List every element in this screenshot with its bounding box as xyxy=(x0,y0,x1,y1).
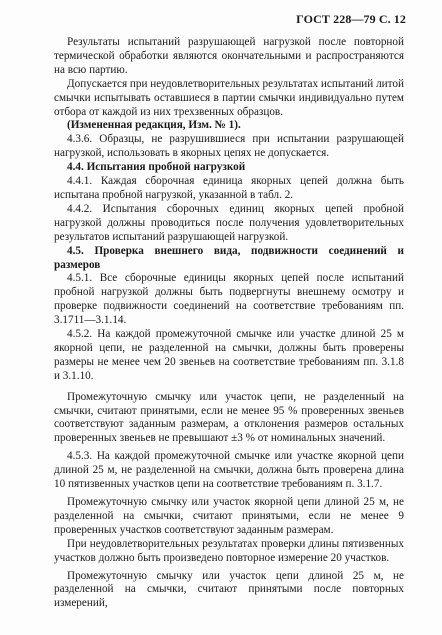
page-header: ГОСТ 228—79 С. 12 xyxy=(296,12,406,26)
paragraph-acceptance-9: Промежуточную смычку или участок якорной цепи длиной 25 м, не разделенной на смычки, считают принятыми, если не менее 9 проверенных участков соответствуют заданным размерам. xyxy=(54,496,404,536)
paragraph-cast-shackle: Допускается при неудовлетворительных результатах испытаний литой смычки испытывать оставшиеся в партии смычки индивидуально путем отбора от каждой из них трехзвенных образцов. xyxy=(54,77,404,118)
section-heading-4-5: 4.5. Проверка внешнего вида, подвижности соединений и размеров xyxy=(54,244,404,271)
clause-4-5-3: 4.5.3. На каждой промежуточной смычке или участке якорной цепи длиной 25 м, не разделенной на смычки, должна быть проверена длина 10 пятизвенных участков цепи на соответствие требованиям п. 3.1.7. xyxy=(54,450,404,491)
paragraph-results-final: Результаты испытаний разрушающей нагрузкой после повторной термической обработки являются окончательными и распространяются на всю партию. xyxy=(54,36,404,76)
clause-4-5-2: 4.5.2. На каждой промежуточной смычке или участке длиной 25 м якорной цепи, не разделенной на смычки, должны быть проверены размеры не менее чем 20 звеньев на соответствие требованиям пп. 3.1.8 и 3.1.10. xyxy=(54,328,404,382)
section-heading-4-4: 4.4. Испытания пробной нагрузкой xyxy=(67,161,246,174)
clause-4-5-1: 4.5.1. Все сборочные единицы якорных цепей после испытаний пробной нагрузкой должны быть подвергнуты внешнему осмотру и проверке подвижности соединений на соответствие требованиям пп. 3.1711—3.1.14. xyxy=(54,272,404,327)
document-body xyxy=(54,36,404,611)
clause-4-4-2: 4.4.2. Испытания сборочных единиц якорных цепей пробной нагрузкой должны проводиться после получения удовлетворительных результатов испытаний разрушающей нагрузкой. xyxy=(54,202,404,243)
clause-4-3-6: 4.3.6. Образцы, не разрушившиеся при испытании разрушающей нагрузкой, использовать в якорных цепях не допускается. xyxy=(54,133,404,160)
paragraph-remeasure: При неудовлетворительных результатах проверки длины пятизвенных участков должно быть произведено повторное измерение 20 участков. xyxy=(54,537,404,564)
paragraph-acceptance-95: Промежуточную смычку или участок цепи, не разделенный на смычки, считают принятыми, если не менее 95 % проверенных звеньев соответствуют заданным размерам, а отклонения размеров остальных проверенных звеньев не превышают ±3 % от номинальных значений. xyxy=(54,390,404,445)
amendment-note: (Измененная редакция, Изм. № 1). xyxy=(67,119,241,132)
paragraph-after-remeasure: Промежуточную смычку или участок цепи длиной 25 м, не разделенной на смычки, считают принятыми после повторных измерений, xyxy=(54,569,404,610)
clause-4-4-1: 4.4.1. Каждая сборочная единица якорных цепей должна быть испытана пробной нагрузкой, указанной в табл. 2. xyxy=(54,175,404,201)
